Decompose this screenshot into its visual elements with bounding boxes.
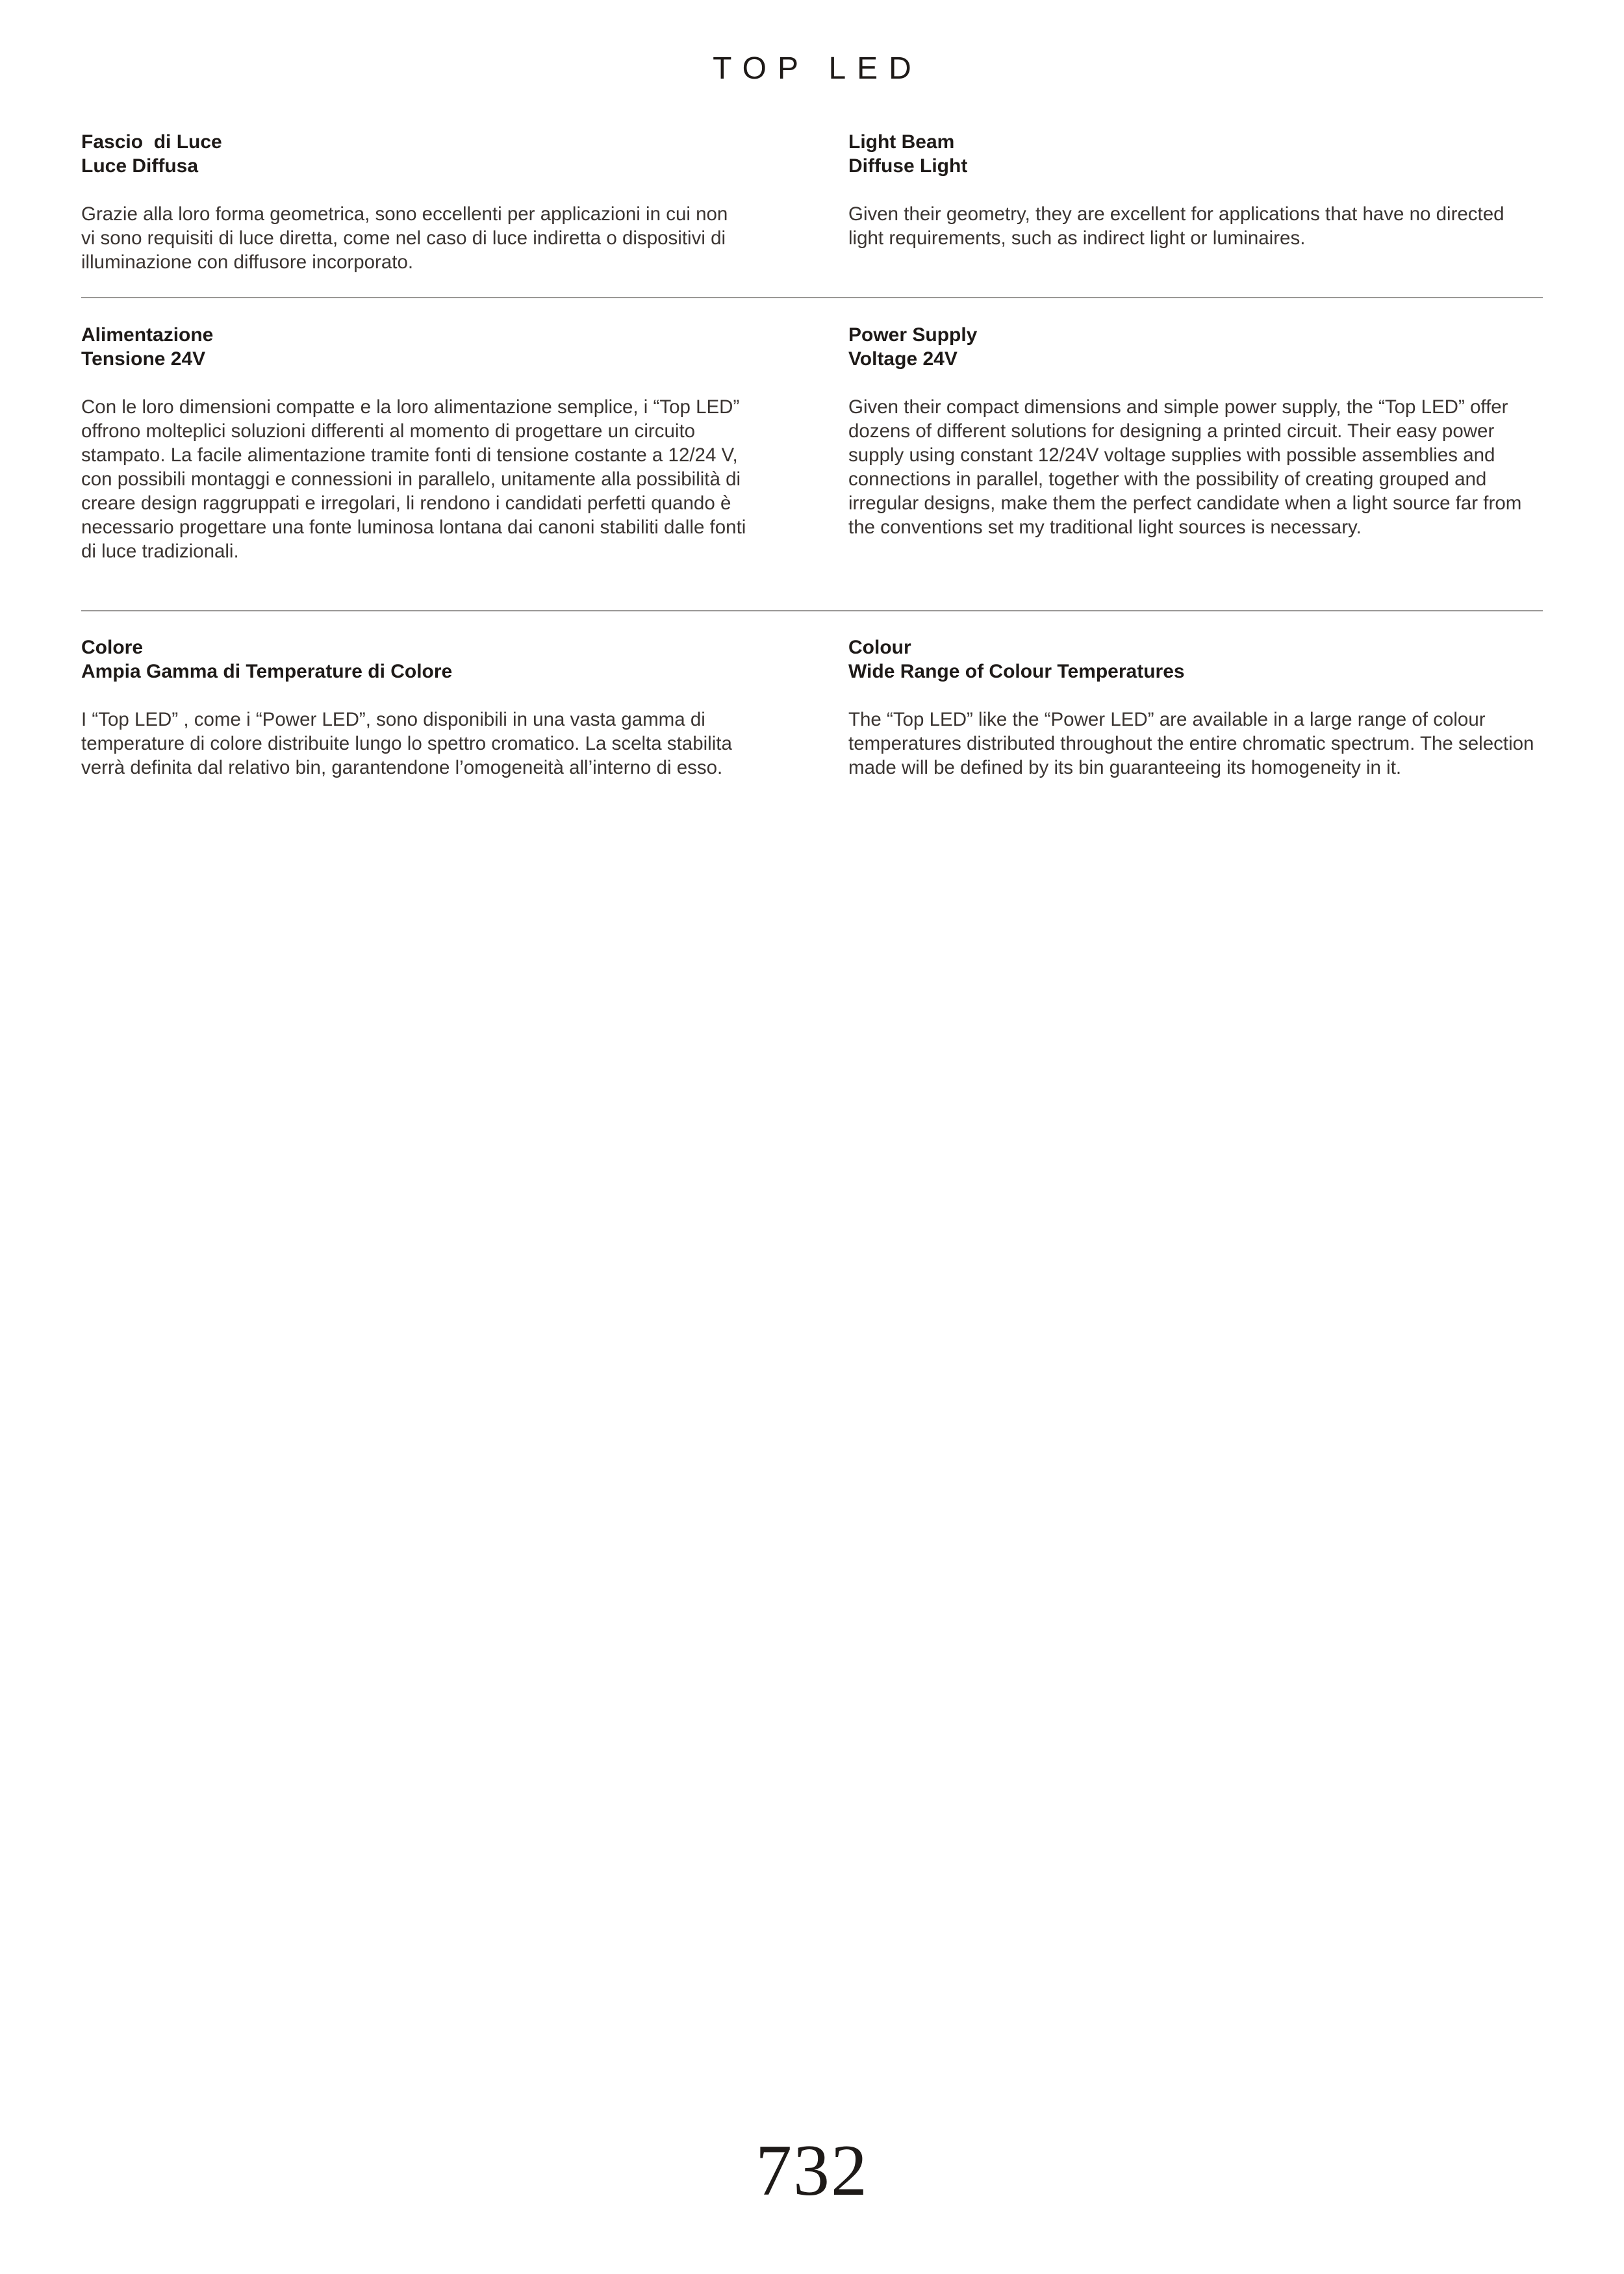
- page-number: 732: [755, 2130, 869, 2211]
- section-body: Grazie alla loro forma geometrica, sono eccellenti per applicazioni in cui non vi sono requisiti di luce diretta, come nel caso di luce indiretta o dispositivi di illuminazione con diffusore incorporato.: [81, 203, 728, 273]
- column-english: [848, 635, 1543, 780]
- section-body: Given their geometry, they are excellent for applications that have no directed light requirements, such as indirect light or luminaires.: [848, 203, 1504, 249]
- section-body: Given their compact dimensions and simple power supply, the “Top LED” offer dozens of different solutions for designing a printed circuit. Their easy power supply using constant 12/24V voltage supplies with possible assemblies and connections in parallel, together with the possibility of creating grouped and irregular designs, make them the perfect candidate when a light source far from the conventions set my traditional light sources is necessary.: [848, 396, 1522, 538]
- heading-line-1: Power Supply: [848, 324, 978, 346]
- section-heading: [81, 635, 757, 683]
- section-body: The “Top LED” like the “Power LED” are available in a large range of colour temperatures distributed throughout the entire chromatic spectrum. The selection made will be defined by its bin guaranteeing its homogeneity in it.: [848, 709, 1534, 778]
- section-divider: [81, 610, 1543, 611]
- section-heading: [81, 130, 757, 178]
- column-english: [848, 130, 1543, 250]
- page-title: TOP LED: [713, 51, 922, 86]
- section-heading: [81, 323, 757, 371]
- section-body: I “Top LED” , come i “Power LED”, sono disponibili in una vasta gamma di temperature di colore distribuite lungo lo spettro cromatico. La scelta stabilita verrà definita dal relativo bin, garantendone l’omogeneità all’interno di esso.: [81, 709, 732, 778]
- section-divider: [81, 297, 1543, 298]
- heading-line-2: Luce Diffusa: [81, 155, 199, 177]
- heading-line-1: Fascio di Luce: [81, 131, 222, 153]
- heading-line-1: Colore: [81, 637, 144, 658]
- heading-line-2: Tensione 24V: [81, 348, 206, 370]
- heading-line-1: Colour: [848, 637, 911, 658]
- column-english: [848, 323, 1543, 539]
- column-italian: [81, 130, 757, 274]
- section-heading: [848, 130, 1543, 178]
- section-heading: [848, 323, 1543, 371]
- heading-line-2: Wide Range of Colour Temperatures: [848, 661, 1185, 682]
- heading-line-1: Light Beam: [848, 131, 955, 153]
- heading-line-2: Diffuse Light: [848, 155, 968, 177]
- heading-line-2: Ampia Gamma di Temperature di Colore: [81, 661, 453, 682]
- column-italian: [81, 635, 757, 780]
- heading-line-2: Voltage 24V: [848, 348, 958, 370]
- section-heading: [848, 635, 1543, 683]
- section-body: Con le loro dimensioni compatte e la loro alimentazione semplice, i “Top LED” offrono molteplici soluzioni differenti al momento di progettare un circuito stampato. La facile alimentazione tramite fonti di tensione costante a 12/24 V, con possibili montaggi e connessioni in parallelo, unitamente alla possibilità di creare design raggruppati e irregolari, li rendono i candidati perfetti quando è necessario progettare una fonte luminosa lontana dai canoni stabiliti dalle fonti di luce tradizionali.: [81, 396, 746, 562]
- heading-line-1: Alimentazione: [81, 324, 214, 346]
- column-italian: [81, 323, 757, 563]
